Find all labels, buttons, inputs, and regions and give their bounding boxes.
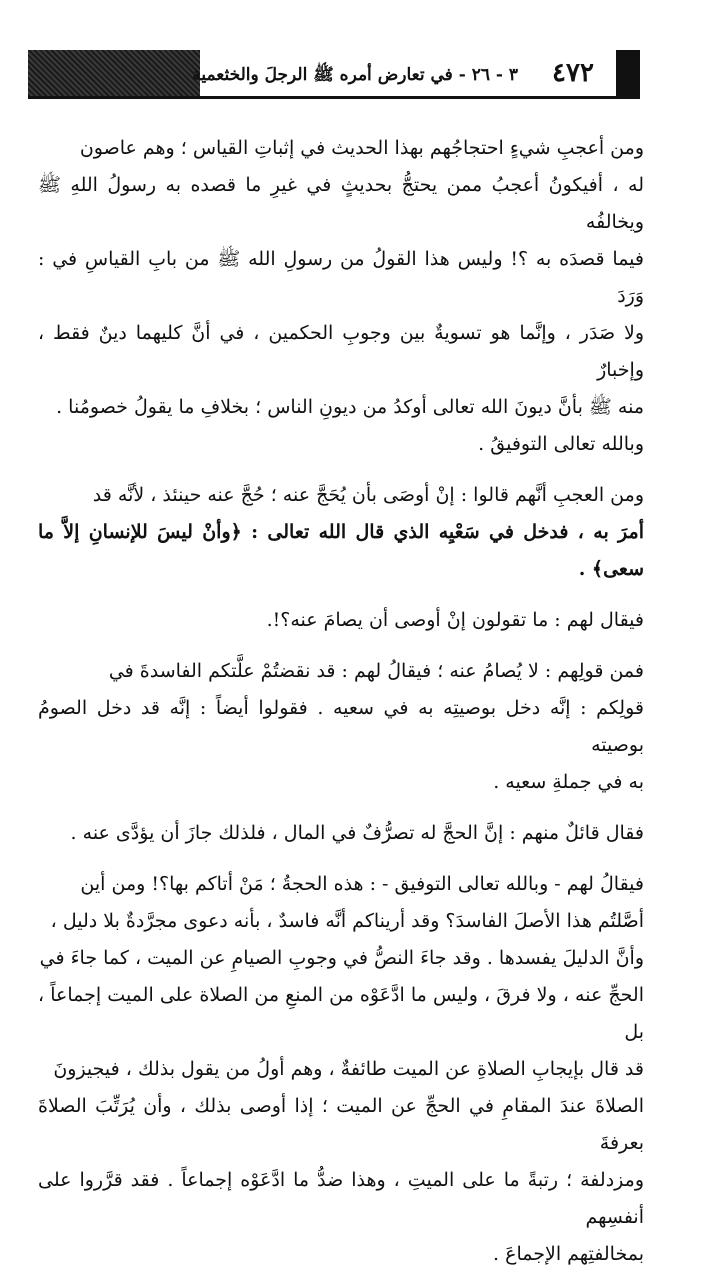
paragraph xyxy=(38,602,644,639)
text-line: أمرَ به ، فدخل في سَعْيِه الذي قال الله تعالى : ﴿وأنْ ليسَ للإنسانِ إلاَّ ما سعى﴾ . xyxy=(38,521,644,580)
paragraph xyxy=(38,866,644,1273)
section-title: ٣ - ٢٦ - في تعارض أمره ﷺ الرجلَ والخثعمية xyxy=(192,65,518,85)
text-line: به في جملةِ سعيه . xyxy=(493,771,644,793)
header-ornament-left xyxy=(28,50,200,96)
text-line: فيقالُ لهم - وبالله تعالى التوفيق - : هذه الحجةُ ؛ مَنْ أتاكم بها؟! ومن أين xyxy=(80,873,644,895)
text-line: الصلاةَ عندَ المقامِ في الحجِّ عن الميت ؛ إذا أوصى بذلك ، وأن يُرَتِّبَ الصلاةَ بعرفةَ xyxy=(38,1095,644,1154)
header-rule xyxy=(28,96,640,99)
text-line: بمخالفتِهم الإجماعَ . xyxy=(493,1243,644,1265)
text-line: قولِكم : إنَّه دخل بوصيتِه به في سعيه . فقولوا أيضاً : إنَّه قد دخل الصومُ بوصيته xyxy=(38,697,644,756)
text-line: ومن العجبِ أنَّهم قالوا : إنْ أوصَى بأن يُحَجَّ عنه ؛ حُجَّ عنه حينئذ ، لأنَّه قد xyxy=(92,484,644,506)
text-line: قد قال بإيجابِ الصلاةِ عن الميت طائفةٌ ، وهم أولُ من يقول بذلك ، فيجيزونَ xyxy=(53,1058,644,1080)
text-line: فيقال لهم : ما تقولون إنْ أوصى أن يصامَ عنه؟!. xyxy=(266,609,644,631)
page-body xyxy=(38,130,644,1287)
paragraph xyxy=(38,815,644,852)
text-line: أصَّلتُم هذا الأصلَ الفاسدَ؟ وقد أريناكم أنَّه فاسدٌ ، بأنه دعوى مجرَّدةٌ بلا دليل ، xyxy=(50,910,644,932)
text-line: فيما قصدَه به ؟! وليس هذا القولُ من رسولِ الله ﷺ من بابِ القياسِ في : وَرَدَ xyxy=(38,248,644,307)
text-line: الحجِّ عنه ، ولا فرقَ ، وليس ما ادَّعَوْه من المنعِ من الصلاة على الميت إجماعاً ، بل xyxy=(38,984,644,1043)
paragraph xyxy=(38,130,644,463)
text-line: منه ﷺ بأنَّ ديونَ الله تعالى أوكدُ من ديونِ الناس ؛ بخلافِ ما يقولُ خصومُنا . xyxy=(56,396,644,418)
text-line: فقال قائلٌ منهم : إنَّ الحجَّ له تصرُّفٌ في المال ، فلذلك جازَ أن يؤدَّى عنه . xyxy=(70,822,644,844)
text-line: وأنَّ الدليلَ يفسدها . وقد جاءَ النصُّ في وجوبِ الصيامِ عن الميت ، كما جاءَ في xyxy=(39,947,644,969)
text-line: ومزدلفة ؛ رتبةً ما على الميتِ ، وهذا ضدُّ ما ادَّعَوْه إجماعاً . فقد قرَّروا على أنفسِهم xyxy=(38,1169,644,1228)
header-ornament-right xyxy=(616,50,640,96)
text-line: له ، أفيكونُ أعجبُ ممن يحتجُّ بحديثٍ في غيرِ ما قصده به رسولُ اللهِ ﷺ ويخالفُه xyxy=(38,174,644,233)
text-line: وبالله تعالى التوفيقُ . xyxy=(478,433,644,455)
page-header xyxy=(28,50,640,102)
text-line: ولا صَدَر ، وإنَّما هو تسويةٌ بين وجوبِ الحكمين ، في أنَّ كليهما دينٌ فقط ، وإخبارٌ xyxy=(38,322,644,381)
page-number: ٤٧٢ xyxy=(552,58,594,88)
paragraph xyxy=(38,653,644,801)
text-line: ومن أعجبِ شيءٍ احتجاجُهم بهذا الحديث في إثباتِ القياس ؛ وهم عاصون xyxy=(79,137,644,159)
paragraph xyxy=(38,477,644,588)
text-line: فمن قولِهم : لا يُصامُ عنه ؛ فيقالُ لهم : قد نقضتُمْ علَّتكم الفاسدةَ في xyxy=(108,660,644,682)
